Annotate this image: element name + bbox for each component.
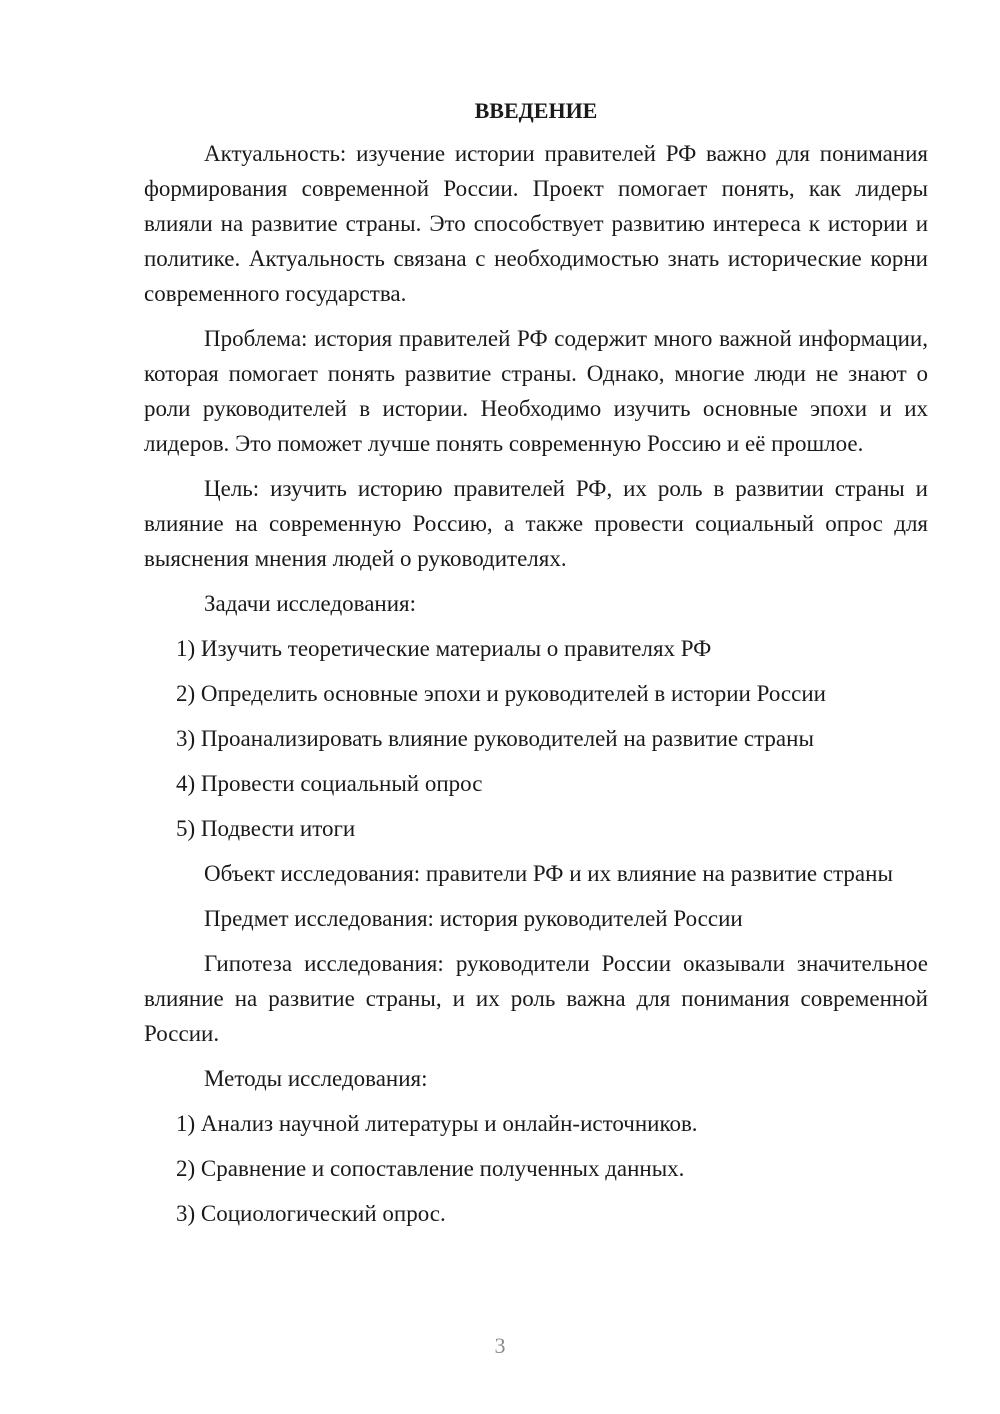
goal-paragraph: Цель: изучить историю правителей РФ, их роль в развитии страны и влияние на современную Россию, а также провести социальный опрос для выяснения мнения людей о руководителях. — [144, 476, 928, 571]
hypothesis-paragraph: Гипотеза исследования: руководители России оказывали значительное влияние на развитие страны, и их роль важна для понимания современной России. — [144, 951, 928, 1046]
relevance-paragraph: Актуальность: изучение истории правителей РФ важно для понимания формирования современной России. Проект помогает понять, как лидеры влияли на развитие страны. Это способствует развитию интереса к истории и политике. Актуальность связана с необходимостью знать исторические корни современного государства. — [144, 141, 928, 306]
methods-heading: Методы исследования: — [204, 1066, 428, 1091]
task-item: 4) Провести социальный опрос — [176, 771, 483, 796]
object-paragraph: Объект исследования: правители РФ и их влияние на развитие страны — [204, 861, 893, 886]
task-item: 5) Подвести итоги — [176, 816, 356, 841]
page-number: 3 — [494, 1333, 506, 1358]
task-item: 2) Определить основные эпохи и руководителей в истории России — [176, 681, 826, 706]
method-item: 3) Социологический опрос. — [176, 1201, 446, 1226]
task-item: 3) Проанализировать влияние руководителей на развитие страны — [176, 726, 814, 751]
methods-list — [144, 1106, 928, 1231]
method-item: 2) Сравнение и сопоставление полученных данных. — [176, 1156, 685, 1181]
method-item: 1) Анализ научной литературы и онлайн-источников. — [176, 1111, 698, 1136]
section-title: ВВЕДЕНИЕ — [474, 98, 598, 123]
tasks-list — [144, 631, 928, 846]
task-item: 1) Изучить теоретические материалы о правителях РФ — [176, 636, 712, 661]
tasks-heading: Задачи исследования: — [204, 591, 417, 616]
document-body — [144, 96, 928, 1241]
subject-paragraph: Предмет исследования: история руководителей России — [204, 906, 743, 931]
problem-paragraph: Проблема: история правителей РФ содержит много важной информации, которая помогает понять развитие страны. Однако, многие люди не знают о роли руководителей в истории. Необходимо изучить основные эпохи и их лидеров. Это поможет лучше понять современную Россию и её прошлое. — [144, 326, 928, 456]
